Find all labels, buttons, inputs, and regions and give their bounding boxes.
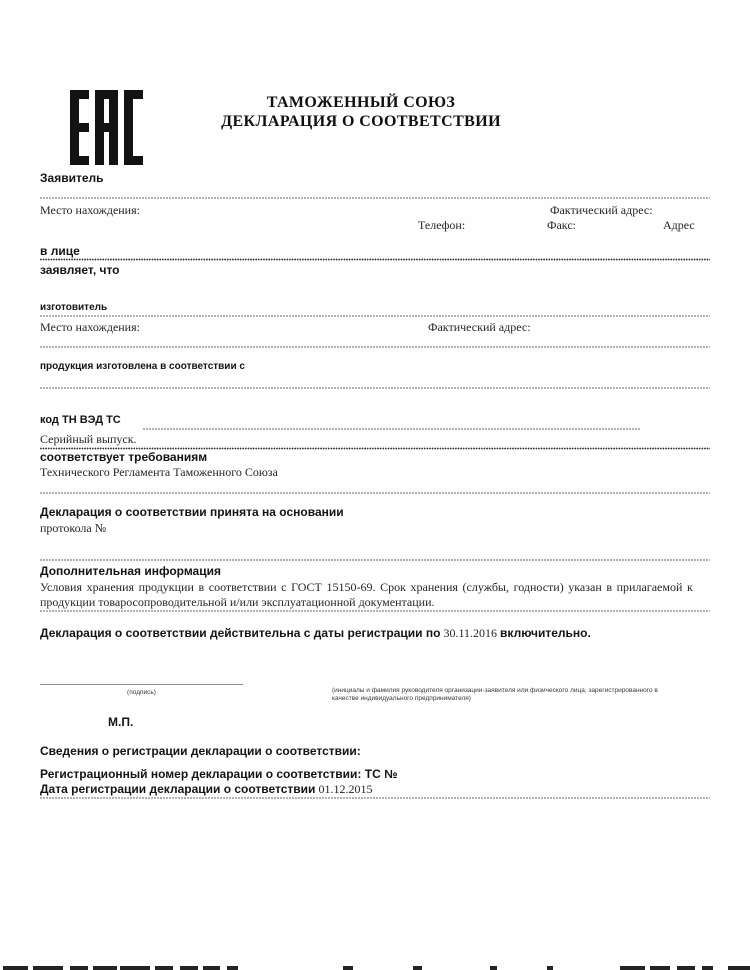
page-edge-artifact-segment [180,966,198,970]
applicant-location-label: Место нахождения: [40,203,140,217]
validity-statement [40,627,710,640]
production-conformity-label: продукция изготовлена в соответствии с [40,361,245,372]
manufacturer-location-label: Место нахождения: [40,320,140,334]
page-edge-artifact-segment [155,966,173,970]
page-edge-artifact-segment [3,966,28,970]
applicant-address-row [40,204,710,217]
registration-date-label: Дата регистрации декларации о соответствии [40,782,316,796]
dotted-line [40,559,710,561]
regulation-text: Технического Регламента Таможенного Союза [40,465,278,479]
applicant-fax-label: Факс: [547,218,576,232]
document-title [0,93,722,131]
applicant-actual-address-label: Фактический адрес: [550,203,653,217]
page-edge-artifact-segment [93,966,117,970]
document-title-line1: ТАМОЖЕННЫЙ СОЮЗ [266,94,456,111]
applicant-contacts-row [40,219,710,232]
protocol-label: протокола № [40,521,107,535]
page-edge-artifact-segment [728,966,750,970]
signature-caption: (подпись) [127,689,156,696]
page-edge-artifact-segment [677,966,695,970]
validity-date: 30.11.2016 [443,626,498,640]
page-edge-artifact-segment [413,966,422,970]
dotted-line [40,610,710,612]
page-edge-artifact-segment [547,966,553,970]
page-edge-artifact-segment [227,966,238,970]
serial-release-label: Серийный выпуск. [40,432,137,446]
manufacturer-heading: изготовитель [40,302,108,313]
page-edge-artifact-segment [203,966,220,970]
conforms-heading: соответствует требованиям [40,450,208,464]
page-edge-artifact-segment [120,966,150,970]
applicant-heading: Заявитель [40,171,104,185]
signature-line [40,684,243,685]
registration-heading: Сведения о регистрации декларации о соответствии: [40,744,361,758]
additional-info-heading: Дополнительная информация [40,564,221,578]
page-edge-artifact-segment [702,966,713,970]
dotted-line [40,258,710,261]
document-title-line2: ДЕКЛАРАЦИЯ О СООТВЕТСТВИИ [221,113,501,130]
manufacturer-address-row [40,321,710,334]
initials-caption: (инициалы и фамилия руководителя организации-заявителя или физического лица, зарегистрированного в качестве индивидуального предпринимателя) [332,687,658,702]
dotted-line [40,797,710,799]
dotted-line [40,197,710,199]
in-person-label: в лице [40,244,80,258]
declares-label: заявляет, что [40,263,120,277]
page-edge-artifact-segment [490,966,497,970]
registration-date-row [40,783,372,796]
page-edge-artifact-segment [33,966,63,970]
applicant-phone-label: Телефон: [418,218,466,232]
validity-prefix: Декларация о соответствии действительна с даты регистрации по [40,626,441,640]
registration-number-label: Регистрационный номер декларации о соответствии: ТС № [40,767,398,781]
dotted-line [143,428,640,430]
page-edge-artifact-segment [70,966,88,970]
additional-info-line1: Условия хранения продукции в соответствии с ГОСТ 15150-69. Срок хранения (службы, годности) указан в прилагаемой к [40,580,693,594]
dotted-line [40,315,710,317]
page-edge-artifact-segment [620,966,645,970]
manufacturer-actual-address-label: Фактический адрес: [428,320,531,334]
dotted-line [40,387,710,389]
page-edge-artifact [0,960,750,970]
dotted-line [40,492,710,494]
page-edge-artifact-segment [650,966,670,970]
validity-suffix: включительно. [500,626,591,640]
stamp-label: М.П. [108,715,134,729]
page-edge-artifact-segment [343,966,353,970]
additional-info-line2: продукции товаросопроводительной и/или эксплуатационной документации. [40,595,435,609]
dotted-line [40,346,710,348]
basis-heading: Декларация о соответствии принята на основании [40,505,344,519]
applicant-address-label: Адрес [663,218,695,232]
tnved-code-label: код ТН ВЭД ТС [40,414,121,426]
registration-date-value: 01.12.2015 [318,782,373,796]
